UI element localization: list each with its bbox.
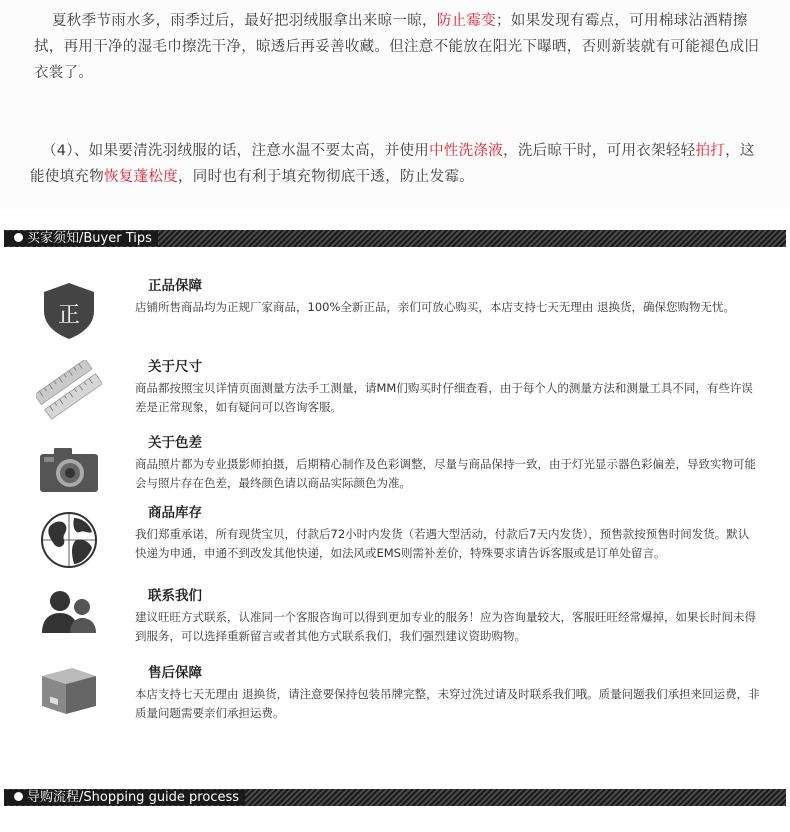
shield-icon-char: 正: [57, 303, 81, 328]
care-p2-text-2: ，洗后晾干时，可用衣架轻轻: [503, 143, 696, 159]
camera-icon: [36, 442, 102, 502]
shopping-guide-header: [4, 789, 786, 806]
buyer-tips-title: 买家须知/Buyer Tips: [27, 231, 152, 246]
care-p2-text-1: （4）、如果要清洗羽绒服的话，注意水温不要太高，并使用: [42, 143, 430, 159]
care-p2-text-3: ，这能使填充物: [30, 143, 755, 185]
care-paragraph-1: [34, 8, 764, 86]
bullet-icon: [14, 792, 23, 801]
tip-body: 店铺所售商品均为正规厂家商品，100%全新正品，亲们可放心购买，本店支持七天无理由 退换货，确保您购物无忧。: [135, 300, 736, 314]
care-p1-highlight-mildew: 防止霉变: [436, 13, 497, 29]
bullet-icon: [14, 233, 23, 242]
care-p2-highlight-pat: 拍打: [695, 143, 726, 159]
tip-title: 关于尺寸: [148, 359, 202, 375]
care-paragraph-2: [30, 138, 760, 190]
tip-body: 本店支持七天无理由 退换货，请注意要保持包装吊牌完整，未穿过洗过请及时联系我们哦。质量问题我们承担来回运费，非质量问题需要亲们承担运费。: [135, 687, 760, 720]
tip-body: 我们郑重承诺，所有现货宝贝，付款后72小时内发货（若遇大型活动，付款后7天内发货），预售款按预售时间发货。默认快递为申通，申通不到改发其他快递，如法风或EMS则需补差价，特殊要求请告诉客服或是订单处留言。: [135, 527, 750, 560]
tip-title: 售后保障: [148, 665, 202, 681]
users-icon: [36, 587, 102, 647]
care-p2-text-4: ，同时也有利于填充物彻底干透，防止发霉。: [178, 169, 474, 185]
tip-body: 建议旺旺方式联系，认准同一个客服咨询可以得到更加专业的服务！应为咨询量较大，客服旺旺经常爆掉，如果长时间未得到服务，可以选择重新留言或者其他方式联系我们，我们强烈建议资助购物。: [135, 610, 756, 643]
tip-title: 关于色差: [148, 435, 202, 451]
shield-icon: [36, 281, 102, 341]
tip-title: 商品库存: [148, 505, 202, 521]
tip-title: 联系我们: [148, 588, 202, 604]
ruler-icon: [36, 360, 102, 420]
shopping-guide-title: 导购流程/Shopping guide process: [27, 790, 240, 805]
tip-body: 商品都按照宝贝详情页面测量方法手工测量，请MM们购买时仔细查看，由于每个人的测量方法和测量工具不同，有些许误差是正常现象，如有疑问可以咨询客服。: [135, 381, 753, 414]
shopping-guide-header-label: [4, 790, 245, 805]
box-icon: [36, 662, 102, 722]
care-p1-text-2: ；如果发现有霉点，可用棉球沾酒精擦拭，再用干净的湿毛巾擦洗干净，晾透后再妥善收藏。但注意不能放在阳光下曝晒，否则新装就有可能褪色成旧衣裳了。: [34, 13, 760, 81]
tip-body: 商品照片都为专业摄影师拍摄，后期精心制作及色彩调整，尽量与商品保持一致，由于灯光显示器色彩偏差，导致实物可能会与照片存在色差，最终颜色请以商品实际颜色为准。: [135, 457, 756, 490]
buyer-tips-header-label: [4, 231, 158, 246]
buyer-tips-header: [4, 230, 786, 247]
care-instructions: [0, 0, 790, 210]
tip-title: 正品保障: [148, 278, 202, 294]
globe-icon: [36, 510, 102, 570]
care-p2-highlight-detergent: 中性洗涤液: [429, 143, 504, 159]
care-p1-text-1: 夏秋季节雨水多，雨季过后，最好把羽绒服拿出来晾一晾，: [52, 13, 437, 29]
care-p2-highlight-fluffy: 恢复蓬松度: [104, 169, 178, 185]
